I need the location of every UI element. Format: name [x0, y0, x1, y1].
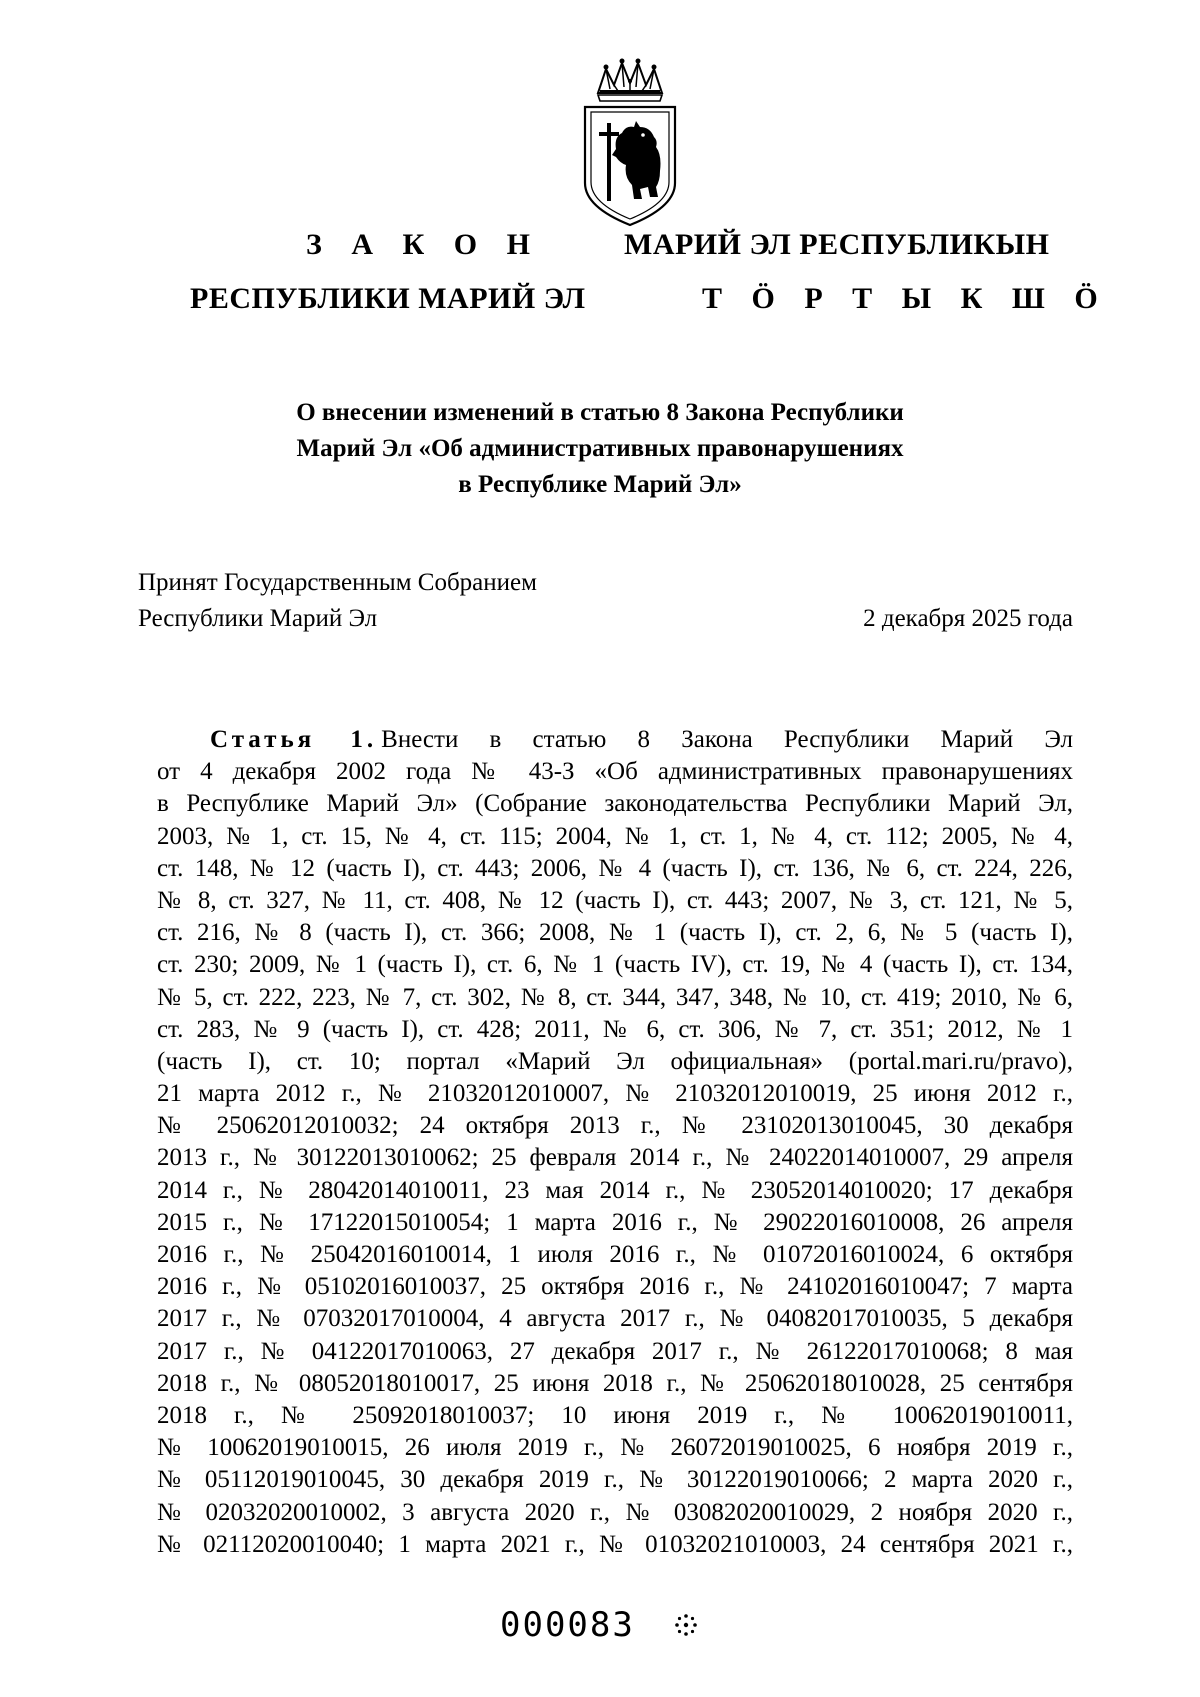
article-line: 2016 г., № 25042016010014, 1 июля 2016 г., № 01072016010024, 6 октября [157, 1241, 1073, 1268]
article-line: 2013 г., № 30122013010062; 25 февраля 2014 г., № 24022014010007, 29 апреля [157, 1144, 1073, 1172]
adoption-info [138, 565, 537, 637]
article-first-line [157, 724, 1073, 756]
article-line: № 02112020010040; 1 марта 2021 г., № 01032021010003, 24 сентября 2021 г., [157, 1530, 1073, 1558]
article-line: № 25062012010032; 24 октября 2013 г., № 23102013010045, 30 декабря [157, 1112, 1073, 1140]
article-line: № 02032020010002, 3 августа 2020 г., № 03082020010029, 2 ноября 2020 г., [157, 1498, 1073, 1526]
article-line: 2018 г., № 08052018010017, 25 июня 2018 г., № 25062018010028, 25 сентября [157, 1369, 1073, 1397]
article-label: Статья 1. [210, 726, 378, 753]
adoption-date: 2 декабря 2025 года [863, 605, 1073, 632]
article-line: в Республике Марий Эл» (Собрание законодательства Республики Марий Эл, [157, 790, 1073, 818]
article-line: № 05112019010045, 30 декабря 2019 г., № 30122019010066; 2 марта 2020 г., [157, 1466, 1073, 1494]
article-line: ст. 148, № 12 (часть I), ст. 443; 2006, № 4 (часть I), ст. 136, № 6, ст. 224, 226, [157, 854, 1073, 882]
article-line: № 8, ст. 327, № 11, ст. 408, № 12 (часть I), ст. 443; 2007, № 3, ст. 121, № 5, [157, 886, 1073, 914]
article-line: (часть I), ст. 10; портал «Марий Эл официальная» (portal.mari.ru/pravo), [157, 1047, 1073, 1075]
law-title-line: Марий Эл «Об административных правонарушениях [296, 435, 904, 462]
article-line: от 4 декабря 2002 года № 43-З «Об административных правонарушениях [157, 758, 1073, 786]
article-line: 2014 г., № 28042014010011, 23 мая 2014 г., № 23052014010020; 17 декабря [157, 1176, 1073, 1204]
document-serial-number: 000083 [500, 1605, 635, 1645]
article-1-text [157, 724, 1073, 1561]
security-mark-icon [673, 1612, 699, 1638]
article-line: 2018 г., № 25092018010037; 10 июня 2019 г., № 10062019010011, [157, 1401, 1073, 1429]
article-line: 2015 г., № 17122015010054; 1 марта 2016 г., № 29022016010008, 26 апреля [157, 1208, 1073, 1236]
header-mari-law-title: Т Ӧ Р Т Ы К Ш Ӧ [702, 282, 1109, 315]
article-line: 21 марта 2012 г., № 21032012010007, № 21032012010019, 25 июня 2012 г., [157, 1080, 1073, 1108]
header-law-title: З А К О Н [306, 228, 541, 261]
law-title-line: О внесении изменений в статью 8 Закона Республики [296, 399, 904, 426]
coat-of-arms-icon [570, 55, 690, 230]
article-line: 2017 г., № 07032017010004, 4 августа 2017 г., № 04082017010035, 5 декабря [157, 1305, 1073, 1333]
adoption-line: Принят Государственным Собранием [138, 569, 537, 596]
article-line: ст. 216, № 8 (часть I), ст. 366; 2008, № 1 (часть I), ст. 2, 6, № 5 (часть I), [157, 919, 1073, 947]
article-line: 2016 г., № 05102016010037, 25 октября 2016 г., № 24102016010047; 7 марта [157, 1273, 1073, 1301]
article-line: ст. 230; 2009, № 1 (часть I), ст. 6, № 1 (часть IV), ст. 19, № 4 (часть I), ст. 134, [157, 951, 1073, 979]
article-line: 2003, № 1, ст. 15, № 4, ст. 115; 2004, № 1, ст. 1, № 4, ст. 112; 2005, № 4, [157, 822, 1073, 850]
article-line: 2017 г., № 04122017010063, 27 декабря 2017 г., № 26122017010068; 8 мая [157, 1337, 1073, 1365]
law-title [0, 395, 1200, 503]
article-line: ст. 283, № 9 (часть I), ст. 428; 2011, № 6, ст. 306, № 7, ст. 351; 2012, № 1 [157, 1015, 1073, 1043]
header-mari-republic: МАРИЙ ЭЛ РЕСПУБЛИКЫН [624, 228, 1050, 261]
header-republic-name: РЕСПУБЛИКИ МАРИЙ ЭЛ [190, 282, 586, 315]
adoption-line: Республики Марий Эл [138, 605, 378, 632]
article-first-line-text: Внести в статью 8 Закона Республики Марий Эл [381, 726, 1073, 753]
article-line: № 10062019010015, 26 июля 2019 г., № 26072019010025, 6 ноября 2019 г., [157, 1434, 1073, 1462]
article-line: № 5, ст. 222, 223, № 7, ст. 302, № 8, ст. 344, 347, 348, № 10, ст. 419; 2010, № 6, [157, 983, 1073, 1011]
law-title-line: в Республике Марий Эл» [458, 471, 742, 498]
